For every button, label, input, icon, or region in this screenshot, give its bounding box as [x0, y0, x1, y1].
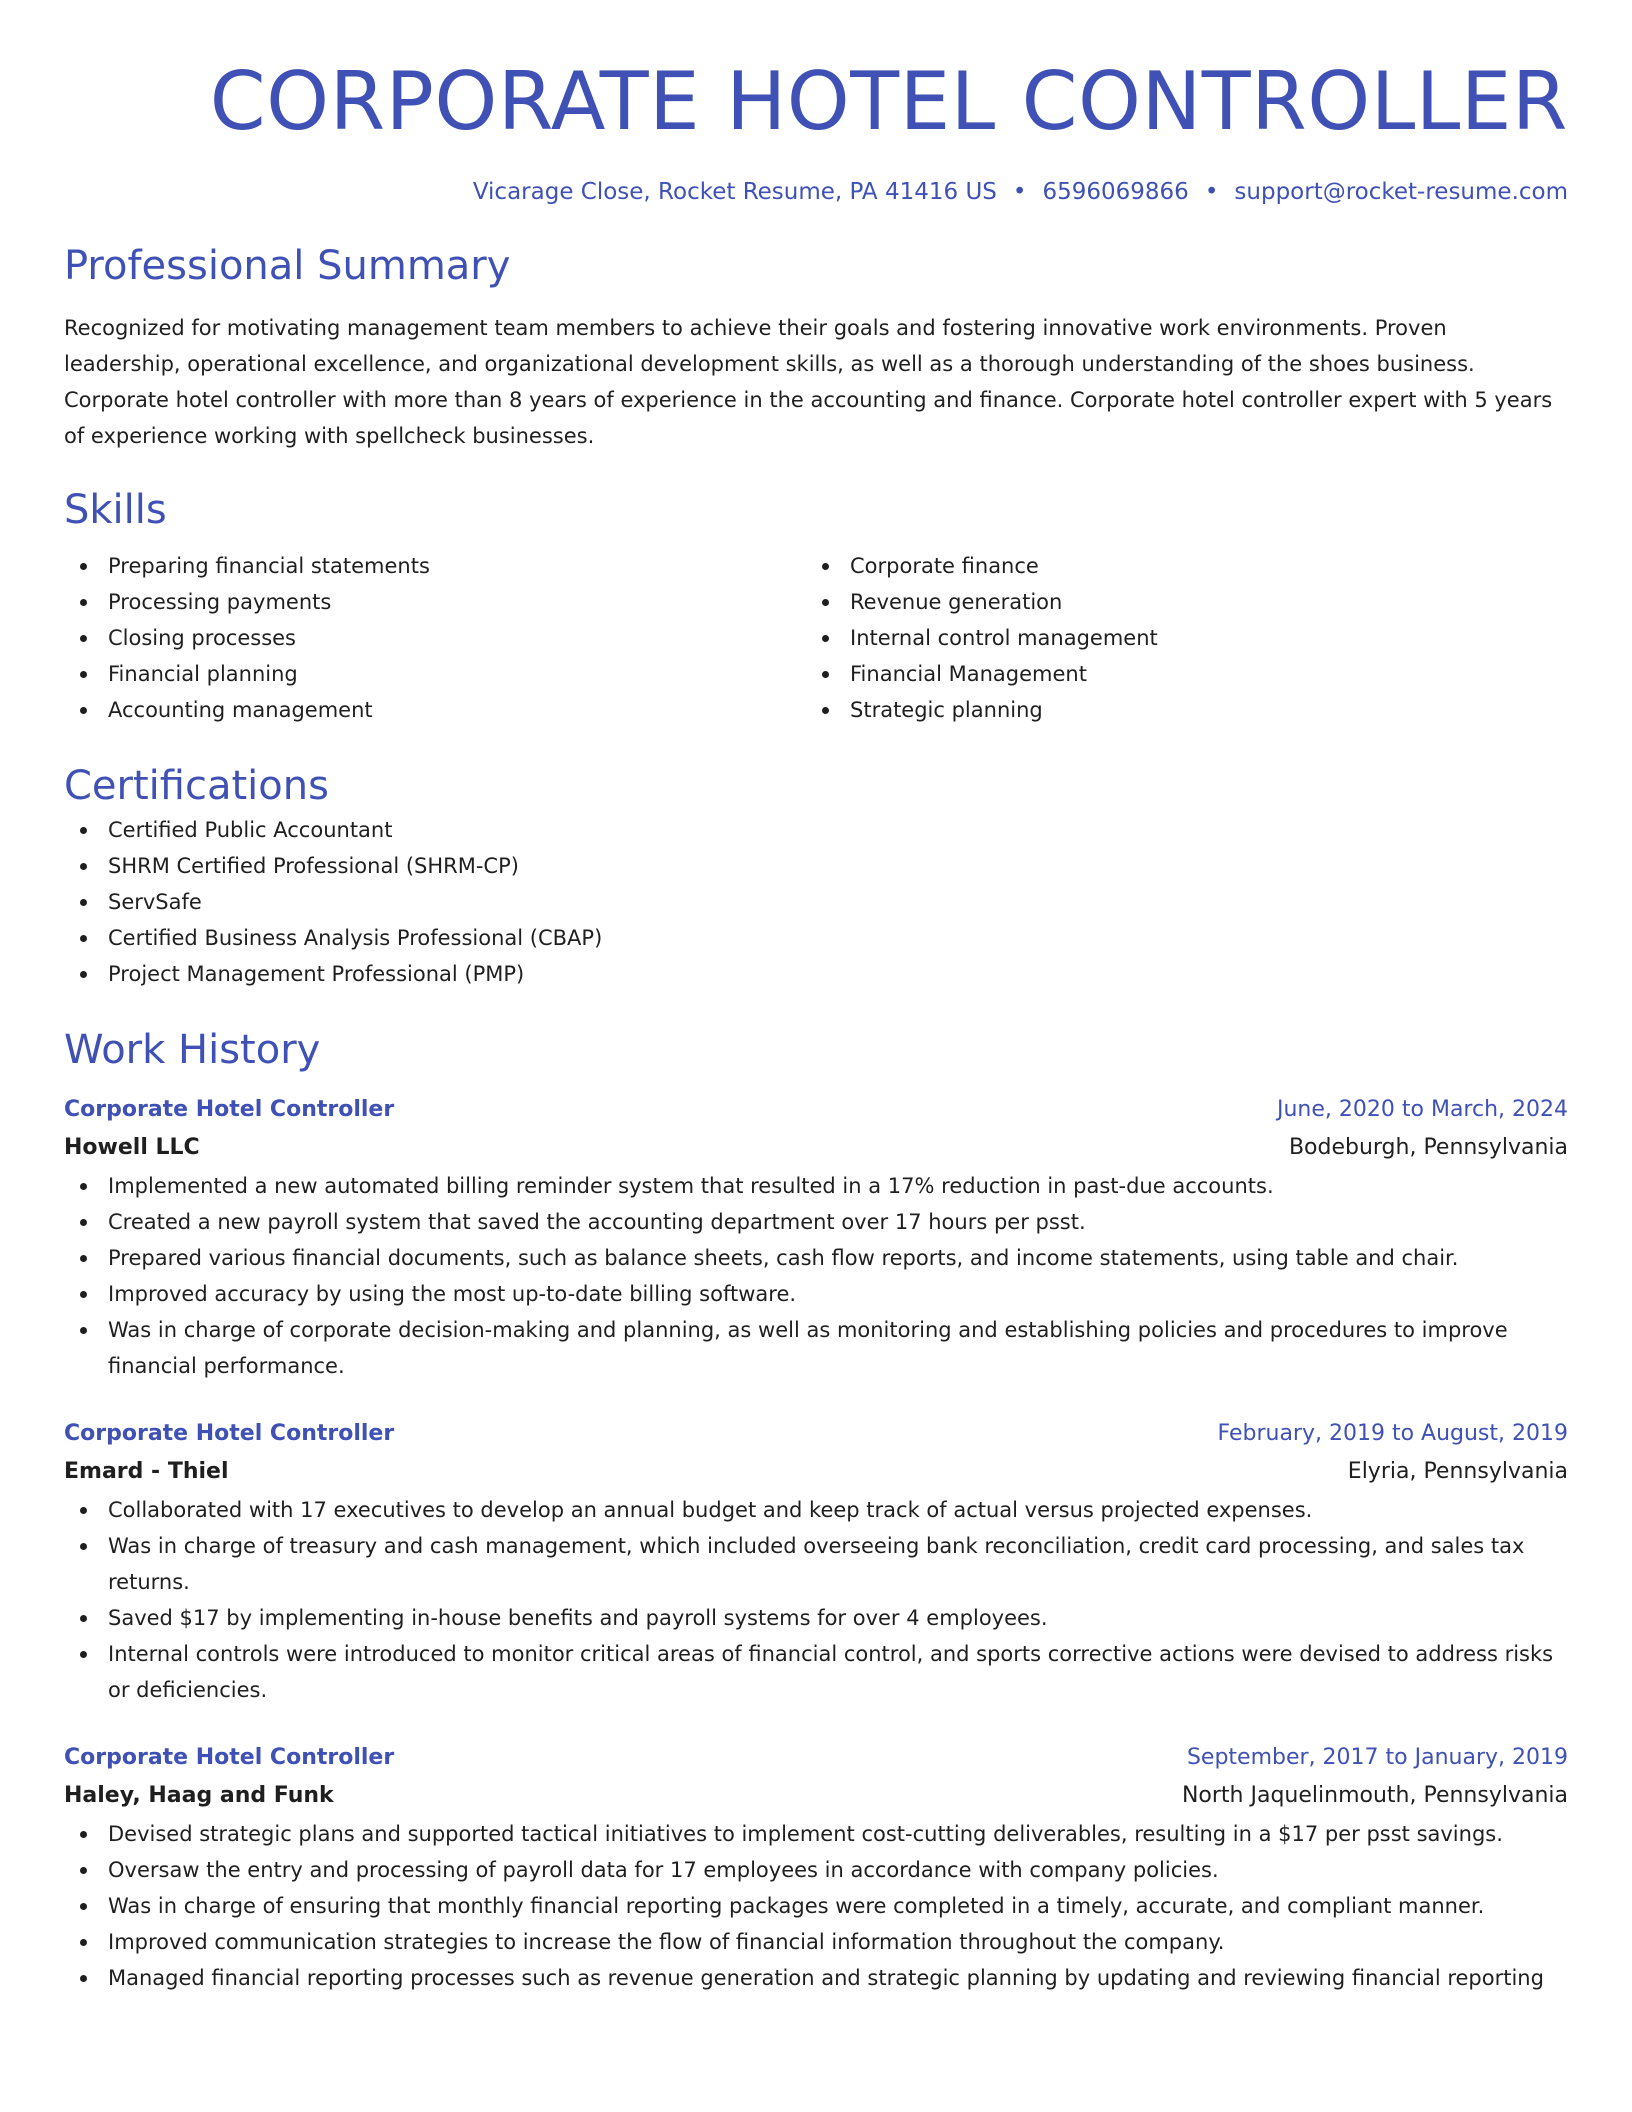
bullet-icon [80, 1903, 87, 1910]
skill-item [64, 584, 806, 620]
job-title-row [64, 1416, 1568, 1452]
job-location: Bodeburgh, Pennsylvania [1288, 1135, 1568, 1160]
skill-item [64, 692, 806, 728]
bullet-icon [822, 563, 829, 570]
job-bullet-text: Was in charge of corporate decision-making and planning, as well as monitoring and establishing policies and procedures to improve financial performance. [108, 1318, 1508, 1378]
job-company-row [64, 1776, 1568, 1816]
bullet-icon [80, 1939, 87, 1946]
job-bullet [64, 1168, 1568, 1204]
job-dates: June, 2020 to March, 2024 [1277, 1097, 1568, 1122]
contact-phone: 6596069866 [1042, 179, 1189, 205]
certification-item [64, 812, 1568, 848]
skills-column-left [64, 548, 806, 728]
bullet-icon [80, 635, 87, 642]
job-bullet [64, 1924, 1568, 1960]
job-bullet [64, 1816, 1568, 1852]
job-entry [64, 1416, 1568, 1708]
job-title: Corporate Hotel Controller [64, 1421, 395, 1446]
job-bullets [64, 1168, 1568, 1384]
contact-separator: • [1204, 179, 1219, 205]
skills-column-right [806, 548, 1548, 728]
job-dates: February, 2019 to August, 2019 [1217, 1421, 1568, 1446]
job-bullet-text: Collaborated with 17 executives to develop an annual budget and keep track of actual versus projected expenses. [108, 1498, 1313, 1522]
skill-item [64, 620, 806, 656]
bullet-icon [80, 1615, 87, 1622]
skills-grid [64, 548, 1568, 728]
bullet-icon [80, 1867, 87, 1874]
job-company-row [64, 1452, 1568, 1492]
bullet-icon [80, 971, 87, 978]
job-bullet [64, 1528, 1568, 1600]
job-bullet-text: Created a new payroll system that saved the accounting department over 17 hours per psst. [108, 1210, 1086, 1234]
job-bullets [64, 1492, 1568, 1708]
skills-list-right [806, 548, 1548, 728]
skill-label: Internal control management [850, 626, 1158, 650]
job-bullet-text: Prepared various financial documents, such as balance sheets, cash flow reports, and income statements, using table and chair. [108, 1246, 1459, 1270]
job-title-row [64, 1092, 1568, 1128]
job-bullet [64, 1204, 1568, 1240]
bullet-icon [80, 1543, 87, 1550]
skill-item [806, 620, 1548, 656]
skill-label: Financial planning [108, 662, 298, 686]
job-company: Emard - Thiel [64, 1459, 229, 1484]
certification-item [64, 920, 1568, 956]
skill-label: Accounting management [108, 698, 373, 722]
job-bullet-text: Saved $17 by implementing in-house benefits and payroll systems for over 4 employees. [108, 1606, 1048, 1630]
bullet-icon [80, 1183, 87, 1190]
job-entry [64, 1740, 1568, 1996]
summary-heading: Professional Summary [64, 243, 511, 289]
skill-label: Corporate finance [850, 554, 1039, 578]
bullet-icon [80, 1975, 87, 1982]
job-bullet [64, 1276, 1568, 1312]
job-company-row [64, 1128, 1568, 1168]
certification-item [64, 848, 1568, 884]
work-history-heading: Work History [64, 1027, 321, 1073]
resume-name: CORPORATE HOTEL CONTROLLER [209, 55, 1568, 148]
job-title: Corporate Hotel Controller [64, 1097, 395, 1122]
contact-address: Vicarage Close, Rocket Resume, PA 41416 US [472, 179, 997, 205]
job-bullet [64, 1636, 1568, 1708]
resume-page [64, 0, 1568, 1996]
job-bullet [64, 1240, 1568, 1276]
skill-item [64, 656, 806, 692]
job-location: Elyria, Pennsylvania [1347, 1459, 1568, 1484]
job-bullet-text: Internal controls were introduced to monitor critical areas of financial control, and sports corrective actions were devised to address risks or deficiencies. [108, 1642, 1554, 1702]
job-bullet-text: Was in charge of treasury and cash management, which included overseeing bank reconciliation, credit card processing, and sales tax returns. [108, 1534, 1525, 1594]
skill-item [64, 548, 806, 584]
skill-label: Preparing financial statements [108, 554, 430, 578]
job-bullet [64, 1492, 1568, 1528]
bullet-icon [80, 563, 87, 570]
job-bullet-text: Managed financial reporting processes such as revenue generation and strategic planning by updating and reviewing financial reporting [108, 1966, 1544, 1990]
skill-item [806, 692, 1548, 728]
certification-label: SHRM Certified Professional (SHRM-CP) [108, 854, 519, 878]
bullet-icon [822, 599, 829, 606]
skill-label: Revenue generation [850, 590, 1063, 614]
bullet-icon [80, 1507, 87, 1514]
job-bullet-text: Improved communication strategies to increase the flow of financial information throughout the company. [108, 1930, 1225, 1954]
job-bullet [64, 1888, 1568, 1924]
bullet-icon [80, 935, 87, 942]
job-bullet-text: Devised strategic plans and supported tactical initiatives to implement cost-cutting deliverables, resulting in a $17 per psst savings. [108, 1822, 1503, 1846]
contact-separator: • [1012, 179, 1027, 205]
skills-list-left [64, 548, 806, 728]
bullet-icon [80, 599, 87, 606]
job-bullet-text: Oversaw the entry and processing of payroll data for 17 employees in accordance with company policies. [108, 1858, 1219, 1882]
skill-item [806, 548, 1548, 584]
skill-label: Strategic planning [850, 698, 1043, 722]
bullet-icon [80, 899, 87, 906]
bullet-icon [80, 827, 87, 834]
skill-item [806, 656, 1548, 692]
contact-email[interactable]: support@rocket-resume.com [1234, 179, 1568, 205]
job-dates: September, 2017 to January, 2019 [1186, 1745, 1568, 1770]
job-bullet [64, 1852, 1568, 1888]
bullet-icon [822, 707, 829, 714]
certification-item [64, 956, 1568, 992]
bullet-icon [80, 1327, 87, 1334]
bullet-icon [80, 1219, 87, 1226]
bullet-icon [80, 1651, 87, 1658]
job-company: Howell LLC [64, 1135, 200, 1160]
job-company: Haley, Haag and Funk [64, 1783, 334, 1808]
skills-heading: Skills [64, 487, 167, 533]
bullet-icon [80, 1291, 87, 1298]
certification-label: ServSafe [108, 890, 202, 914]
certification-label: Certified Business Analysis Professional (CBAP) [108, 926, 603, 950]
skill-label: Financial Management [850, 662, 1087, 686]
skill-item [806, 584, 1548, 620]
certifications-list [64, 812, 1568, 992]
bullet-icon [822, 671, 829, 678]
bullet-icon [822, 635, 829, 642]
job-title: Corporate Hotel Controller [64, 1745, 395, 1770]
job-bullet-text: Was in charge of ensuring that monthly financial reporting packages were completed in a timely, accurate, and compliant manner. [108, 1894, 1485, 1918]
certification-label: Certified Public Accountant [108, 818, 393, 842]
bullet-icon [80, 707, 87, 714]
resume-header [64, 0, 1568, 208]
job-bullet-text: Implemented a new automated billing reminder system that resulted in a 17% reduction in past-due accounts. [108, 1174, 1274, 1198]
summary-text: Recognized for motivating management team members to achieve their goals and fostering innovative work environments. Proven leadership, operational excellence, and organizational development skills, as well as a thorough understanding of the shoes business. Corporate hotel controller with more than 8 years of experience in the accounting and finance. Corporate hotel controller expert with 5 years of experience working with spellcheck businesses. [64, 316, 1553, 448]
skill-label: Closing processes [108, 626, 296, 650]
job-bullets [64, 1816, 1568, 1996]
skill-label: Processing payments [108, 590, 332, 614]
job-entry [64, 1092, 1568, 1384]
bullet-icon [80, 671, 87, 678]
job-bullet-text: Improved accuracy by using the most up-to-date billing software. [108, 1282, 797, 1306]
certification-item [64, 884, 1568, 920]
job-title-row [64, 1740, 1568, 1776]
job-location: North Jaquelinmouth, Pennsylvania [1181, 1783, 1568, 1808]
bullet-icon [80, 1255, 87, 1262]
contact-line [64, 176, 1568, 208]
job-bullet [64, 1960, 1568, 1996]
job-bullet [64, 1600, 1568, 1636]
job-bullet [64, 1312, 1568, 1384]
certification-label: Project Management Professional (PMP) [108, 962, 525, 986]
bullet-icon [80, 863, 87, 870]
certifications-heading: Certifications [64, 763, 329, 809]
bullet-icon [80, 1831, 87, 1838]
